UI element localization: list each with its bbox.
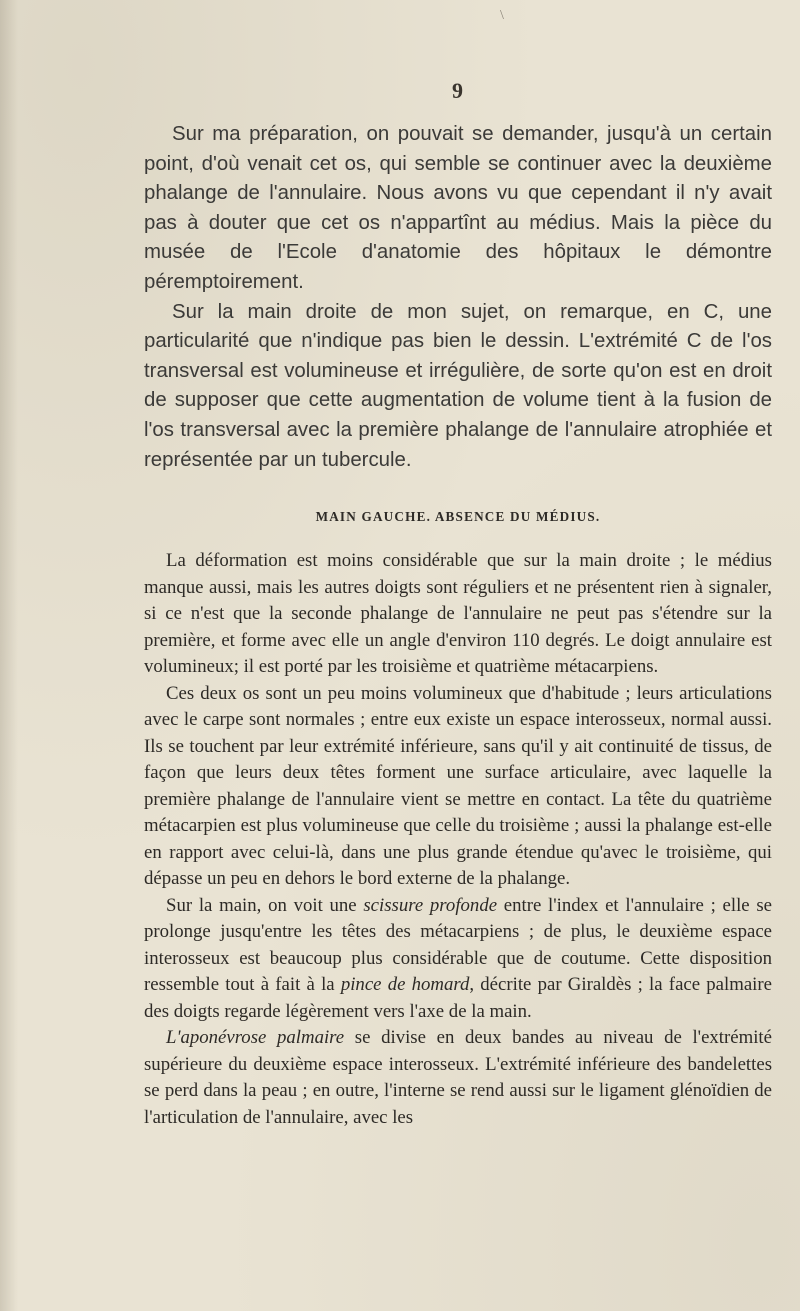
- stray-mark: \: [500, 8, 504, 23]
- text-run: entre l'index et l'annulaire ; elle se prolonge jusqu'entre les têtes des métacarpiens ; de plus, le deuxième espace interosseux est beaucoup plus considérable que de coutume. Cette disposition ressemble tout à fait à la: [144, 894, 772, 995]
- section-heading: MAIN GAUCHE. ABSENCE DU MÉDIUS.: [315, 509, 601, 524]
- paragraph: [144, 893, 772, 1026]
- paragraph: La déformation est moins considérable que sur la main droite ; le médius manque aussi, mais les autres doigts sont réguliers et ne présentent rien à signaler, si ce n'est que la seconde phalange de l'annulaire ne peut pas s'étendre sur la première, et forme avec elle un angle d'environ 110 degrés. Le doigt annulaire est volumineux; il est porté par les troisième et quatrième métacarpiens.: [144, 550, 772, 677]
- text-run: se divise en deux bandes au niveau de l'extrémité supérieure du deuxième espace interosseux. L'extrémité inférieure des bandelettes se perd dans la peau ; en outre, l'interne se rend aussi sur le ligament glénoïdien de l'articulation de l'annulaire, avec les: [144, 1027, 772, 1128]
- italic-term: scissure profonde: [363, 894, 498, 916]
- page-fold-shadow: [0, 0, 18, 1311]
- text-run: , décrite par Giraldès ; la face palmaire des doigts regarde légèrement vers l'axe de la main.: [144, 974, 772, 1022]
- paragraph: Sur ma préparation, on pouvait se demander, jusqu'à un certain point, d'où venait cet os, qui semble se continuer avec la deuxième phalange de l'annulaire. Nous avons vu que cependant il n'y avait pas à douter que cet os n'appartînt au médius. Mais la pièce du musée de l'Ecole d'anatomie des hôpitaux le démontre péremptoirement.: [144, 123, 772, 293]
- section-left-hand: [144, 548, 772, 1131]
- italic-term: L'aponévrose palmaire: [166, 1027, 345, 1048]
- paragraph: Ces deux os sont un peu moins volumineux que d'habitude ; leurs articulations avec le carpe sont normales ; entre eux existe un espace interosseux, normal aussi. Ils se touchent par leur extrémité inférieure, sans qu'il y ait continuité de tissus, de façon que leurs deux têtes forment une surface articulaire, avec laquelle la première phalange de l'annulaire vient se mettre en contact. La tête du quatrième métacarpien est plus volumineuse que celle du troisième ; aussi la phalange est-elle en rapport avec celui-là, dans une plus grande étendue qu'avec le troisième, qui dépasse un peu en dehors le bord externe de la phalange.: [144, 682, 772, 889]
- italic-term: pince de homard: [340, 974, 470, 995]
- section-right-hand: [144, 120, 772, 475]
- paragraph: Sur la main droite de mon sujet, on remarque, en C, une particularité que n'indique pas bien le dessin. L'extrémité C de l'os transversal est volumineuse et irrégulière, de sorte qu'on est en droit de supposer que cette augmentation de volume tient à la fusion de l'os transversal avec la première phalange de l'annulaire atrophiée et représentée par un tubercule.: [144, 300, 772, 471]
- page-number: 9: [452, 78, 463, 103]
- paragraph: [144, 1025, 772, 1131]
- text-run: Sur la main, on voit une: [166, 894, 364, 916]
